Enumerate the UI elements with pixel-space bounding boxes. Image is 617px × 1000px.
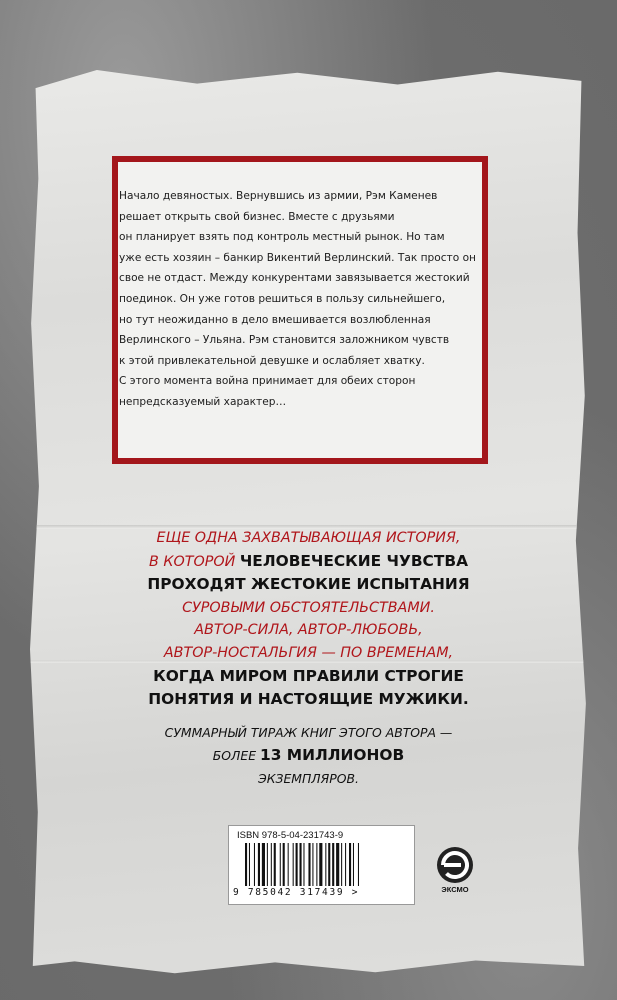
eksmo-logo-icon — [425, 843, 485, 905]
tagline-line — [0, 597, 617, 620]
synopsis-line: С этого момента война принимает для обеих сторон — [119, 375, 416, 388]
circulation-line — [0, 744, 617, 767]
tagline-line — [0, 642, 617, 665]
tagline-bold-text: ПРОХОДЯТ ЖЕСТОКИЕ ИСПЫТАНИЯ — [147, 575, 470, 594]
circulation-number: 13 МИЛЛИОНОВ — [259, 746, 405, 764]
barcode — [228, 825, 415, 905]
circulation-prefix: БОЛЕЕ — [212, 748, 257, 763]
tagline-red-text: АВТОР-НОСТАЛЬГИЯ — ПО ВРЕМЕНАМ, — [163, 644, 454, 661]
publisher-name: ЭКСМО — [441, 885, 469, 894]
tagline-block — [0, 527, 617, 712]
tagline-bold-text: КОГДА МИРОМ ПРАВИЛИ СТРОГИЕ — [153, 666, 464, 685]
synopsis-line: он планирует взять под контроль местный рынок. Но там — [119, 231, 445, 244]
circulation-line: ЭКЗЕМПЛЯРОВ. — [258, 771, 359, 786]
tagline-bold-text: ЧЕЛОВЕЧЕСКИЕ ЧУВСТВА — [239, 551, 468, 570]
tagline-line — [0, 550, 617, 574]
synopsis-line: непредсказуемый характер… — [119, 395, 287, 408]
synopsis-line: к этой привлекательной девушке и ослабляет хватку. — [119, 354, 425, 367]
isbn-text: ISBN 978-5-04-231743-9 — [237, 830, 344, 841]
synopsis-text — [119, 186, 481, 413]
tagline-red-text: СУРОВЫМИ ОБСТОЯТЕЛЬСТВАМИ. — [182, 599, 435, 616]
synopsis-line: Верлинского – Ульяна. Рэм становится заложником чувств — [119, 334, 450, 347]
tagline-line — [0, 665, 617, 689]
tagline-red-text: В КОТОРОЙ — [149, 553, 236, 570]
circulation-block — [0, 721, 617, 790]
circulation-line: СУММАРНЫЙ ТИРАЖ КНИГ ЭТОГО АВТОРА — — [164, 725, 453, 740]
tagline-line — [0, 688, 617, 712]
synopsis-line: уже есть хозяин – банкир Викентий Верлинский. Так просто он — [119, 251, 476, 264]
synopsis-line: поединок. Он уже готов решиться в пользу сильнейшего, — [119, 292, 446, 305]
synopsis-line: но тут неожиданно в дело вмешивается возлюбленная — [119, 313, 431, 326]
synopsis-line: свое не отдаст. Между конкурентами завязывается жестокий — [119, 272, 470, 285]
tagline-line — [0, 573, 617, 597]
tagline-line — [0, 619, 617, 642]
barcode-bars — [245, 843, 410, 886]
synopsis-line: решает открыть свой бизнес. Вместе с друзьями — [119, 210, 395, 223]
tagline-red-text: ЕЩЕ ОДНА ЗАХВАТЫВАЮЩАЯ ИСТОРИЯ, — [156, 530, 461, 546]
tagline-red-text: АВТОР-СИЛА, АВТОР-ЛЮБОВЬ, — [194, 622, 423, 639]
barcode-digits: 9 785042 317439 > — [233, 887, 360, 898]
tagline-line — [0, 527, 617, 550]
tagline-bold-text: ПОНЯТИЯ И НАСТОЯЩИЕ МУЖИКИ. — [148, 690, 469, 709]
synopsis-line: Начало девяностых. Вернувшись из армии, Рэм Каменев — [119, 190, 438, 202]
